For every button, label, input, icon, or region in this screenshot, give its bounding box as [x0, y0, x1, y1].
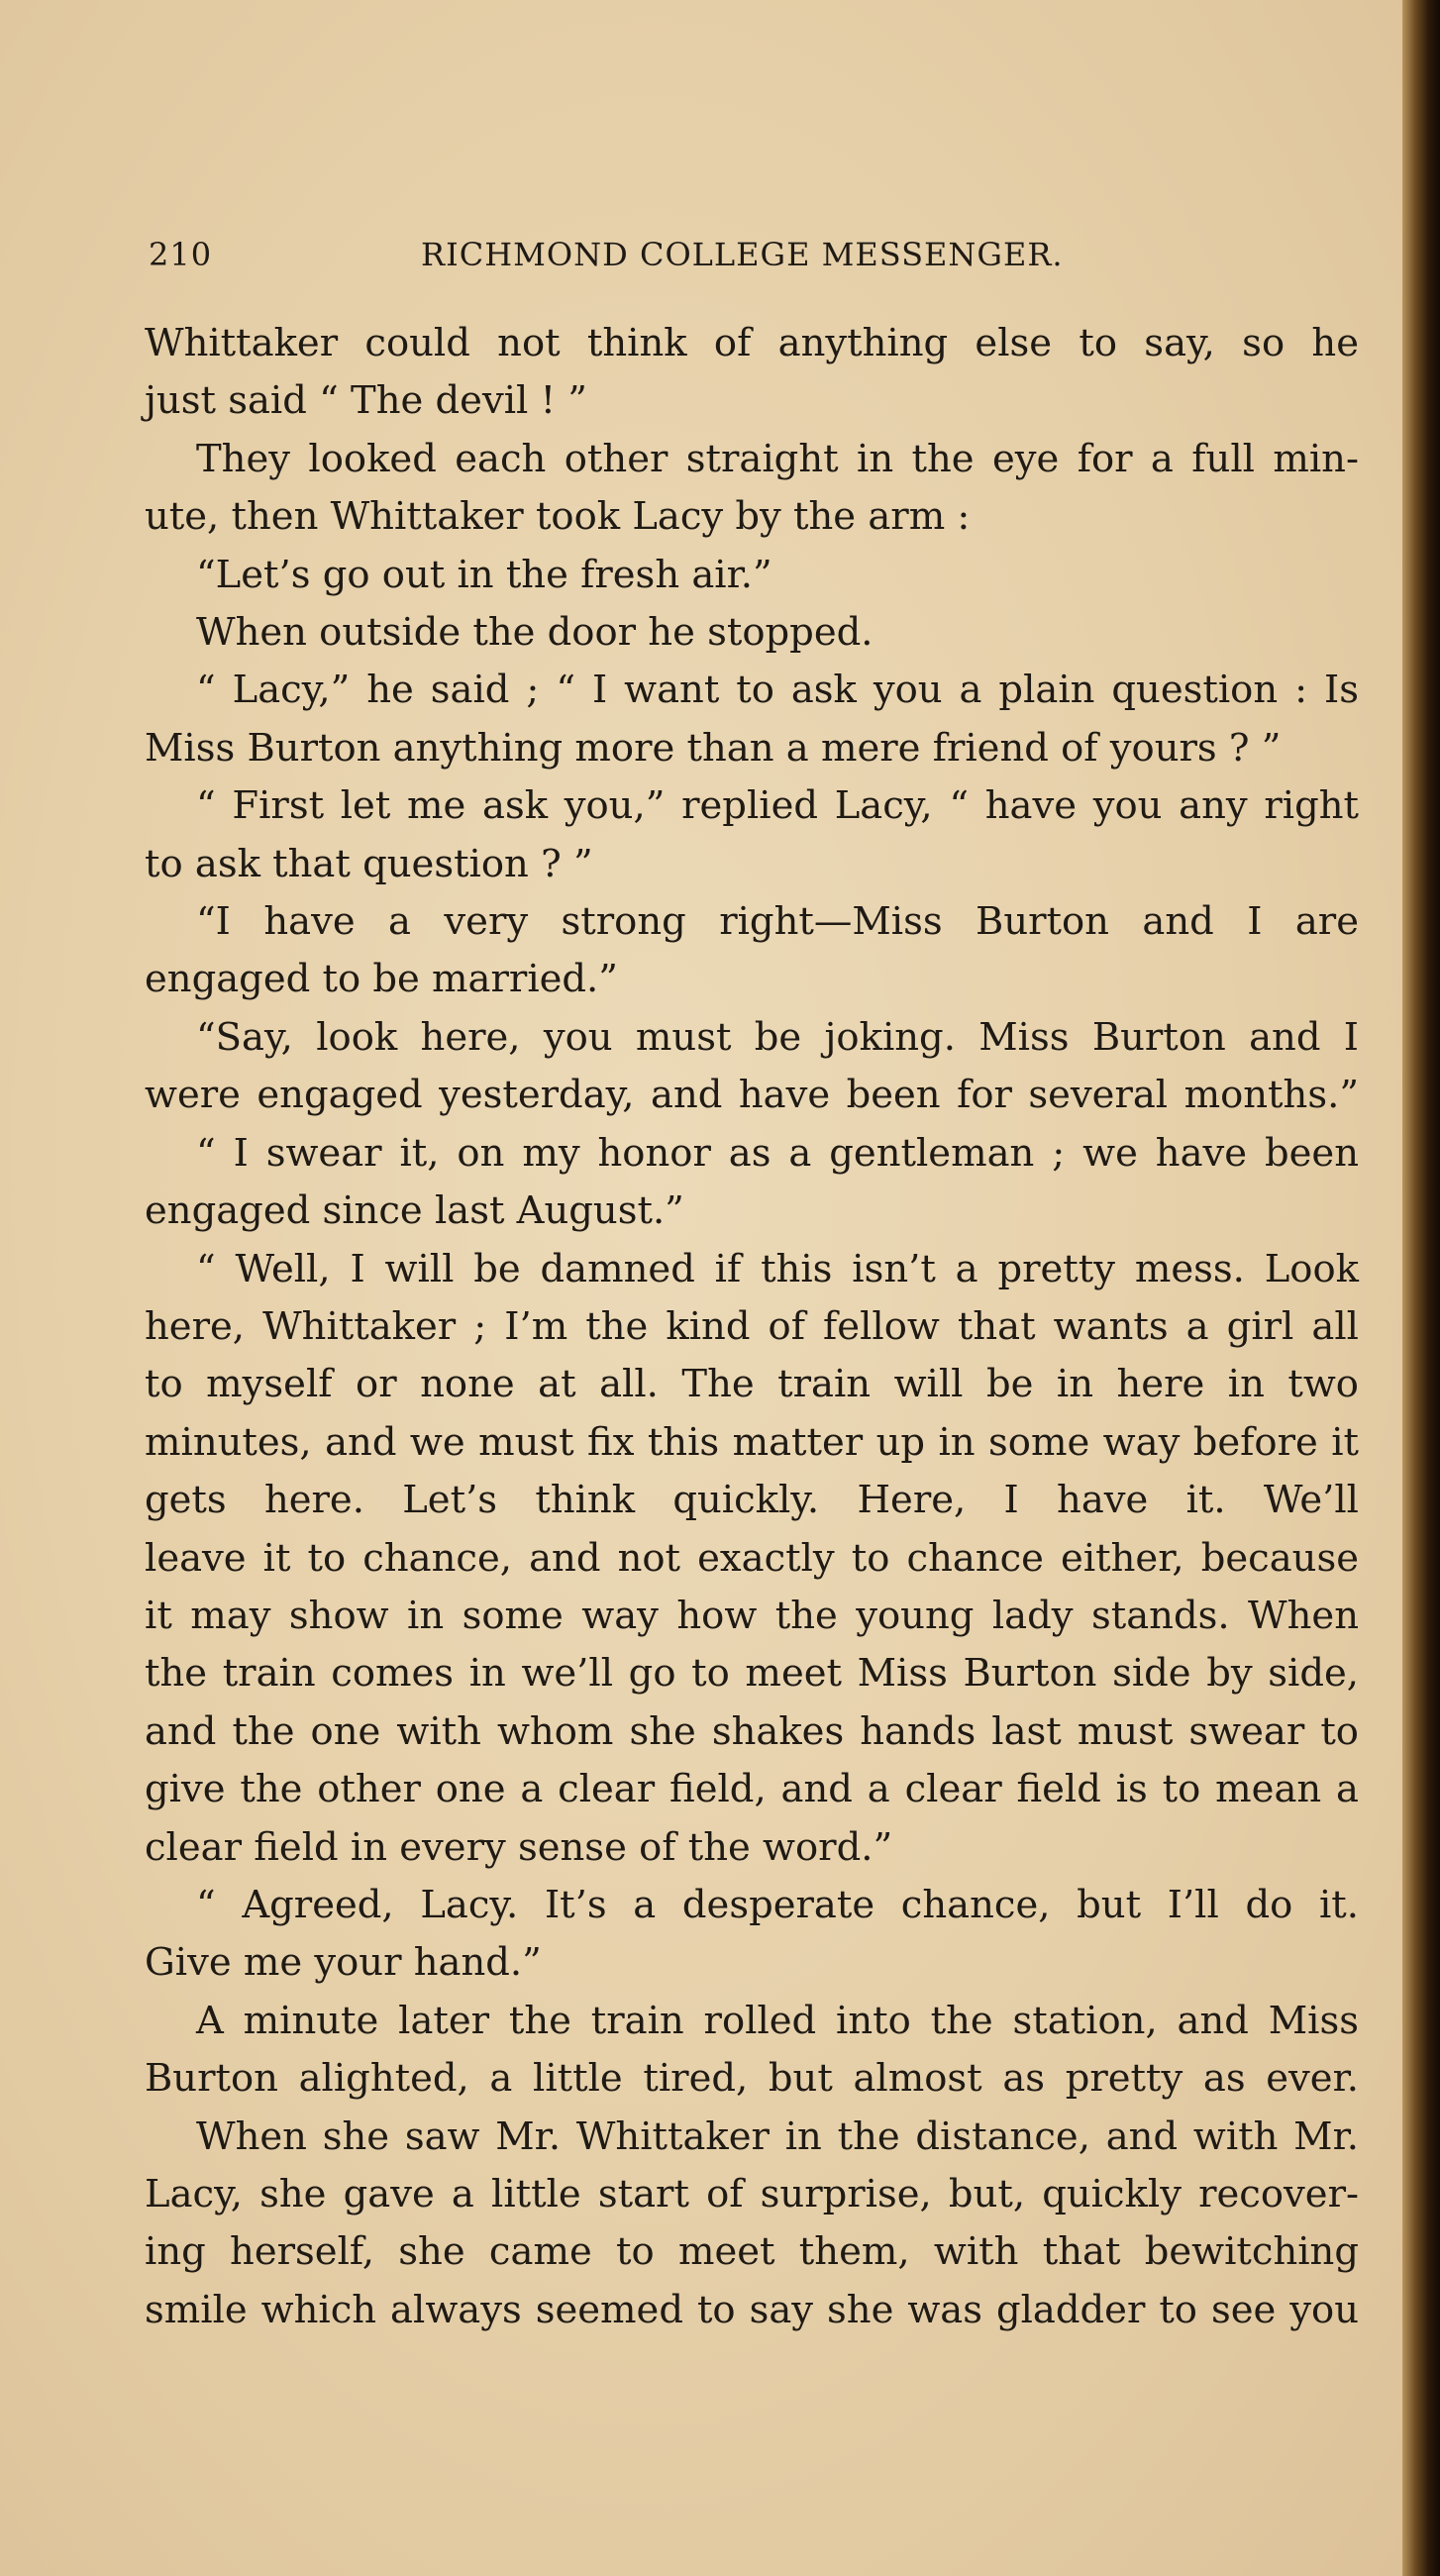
text-line: Burton alighted, a little tired, but almost as pretty as ever.: [145, 2056, 1359, 2102]
text-line: “Say, look here, you must be joking. Miss Burton and I: [196, 1014, 1359, 1060]
text-line: “ I swear it, on my honor as a gentleman ; we have been: [196, 1130, 1359, 1176]
page-number: 210: [149, 236, 213, 273]
running-title: RICHMOND COLLEGE MESSENGER.: [421, 236, 1064, 273]
text-line: When outside the door he stopped.: [196, 610, 874, 656]
text-line: Lacy, she gave a little start of surprise, but, quickly recover-: [145, 2172, 1359, 2216]
text-line: “ First let me ask you,” replied Lacy, “ have you any right: [196, 783, 1359, 829]
text-line: “I have a very strong right—Miss Burton and I are: [196, 899, 1359, 945]
text-line: ute, then Whittaker took Lacy by the arm :: [145, 494, 971, 540]
text-line: gets here. Let’s think quickly. Here, I have it. We’ll: [145, 1478, 1359, 1523]
text-line: “ Agreed, Lacy. It’s a desperate chance, but I’ll do it.: [196, 1882, 1359, 1927]
text-line: “ Well, I will be damned if this isn’t a pretty mess. Look: [196, 1246, 1359, 1291]
text-line: A minute later the train rolled into the station, and Miss: [196, 1998, 1359, 2043]
text-line: leave it to chance, and not exactly to chance either, because: [145, 1535, 1359, 1581]
text-line: They looked each other straight in the eye for a full min-: [196, 436, 1359, 481]
text-line: Whittaker could not think of anything else to say, so he: [145, 321, 1359, 365]
text-line: and the one with whom she shakes hands last must swear to: [145, 1708, 1359, 1754]
text-line: engaged since last August.”: [145, 1188, 684, 1234]
text-line: When she saw Mr. Whittaker in the distance, and with Mr.: [196, 2113, 1359, 2159]
text-line: smile which always seemed to say she was gladder to see you: [145, 2287, 1359, 2332]
body-text: [145, 315, 1359, 2339]
text-line: the train comes in we’ll go to meet Miss Burton side by side,: [145, 1651, 1359, 1697]
text-line: here, Whittaker ; I’m the kind of fellow that wants a girl all: [145, 1303, 1359, 1349]
text-line: Miss Burton anything more than a mere friend of yours ? ”: [145, 725, 1282, 771]
text-line: “ Lacy,” he said ; “ I want to ask you a plain question : Is: [196, 668, 1359, 713]
text-line: it may show in some way how the young lady stands. When: [145, 1593, 1359, 1638]
book-spine-edge: [1402, 0, 1440, 2576]
text-line: were engaged yesterday, and have been for several months.”: [145, 1073, 1359, 1118]
text-line: ing herself, she came to meet them, with that bewitching: [145, 2229, 1359, 2275]
text-line: engaged to be married.”: [145, 957, 618, 1002]
text-line: Give me your hand.”: [145, 1940, 542, 1986]
text-line: clear field in every sense of the word.”: [145, 1824, 893, 1870]
text-line: minutes, and we must fix this matter up in some way before it: [145, 1419, 1359, 1465]
text-line: to ask that question ? ”: [145, 841, 593, 886]
text-line: “Let’s go out in the fresh air.”: [196, 552, 772, 597]
text-line: just said “ The devil ! ”: [145, 378, 587, 424]
text-line: to myself or none at all. The train will be in here in two: [145, 1362, 1359, 1407]
text-line: give the other one a clear field, and a clear field is to mean a: [145, 1767, 1359, 1812]
